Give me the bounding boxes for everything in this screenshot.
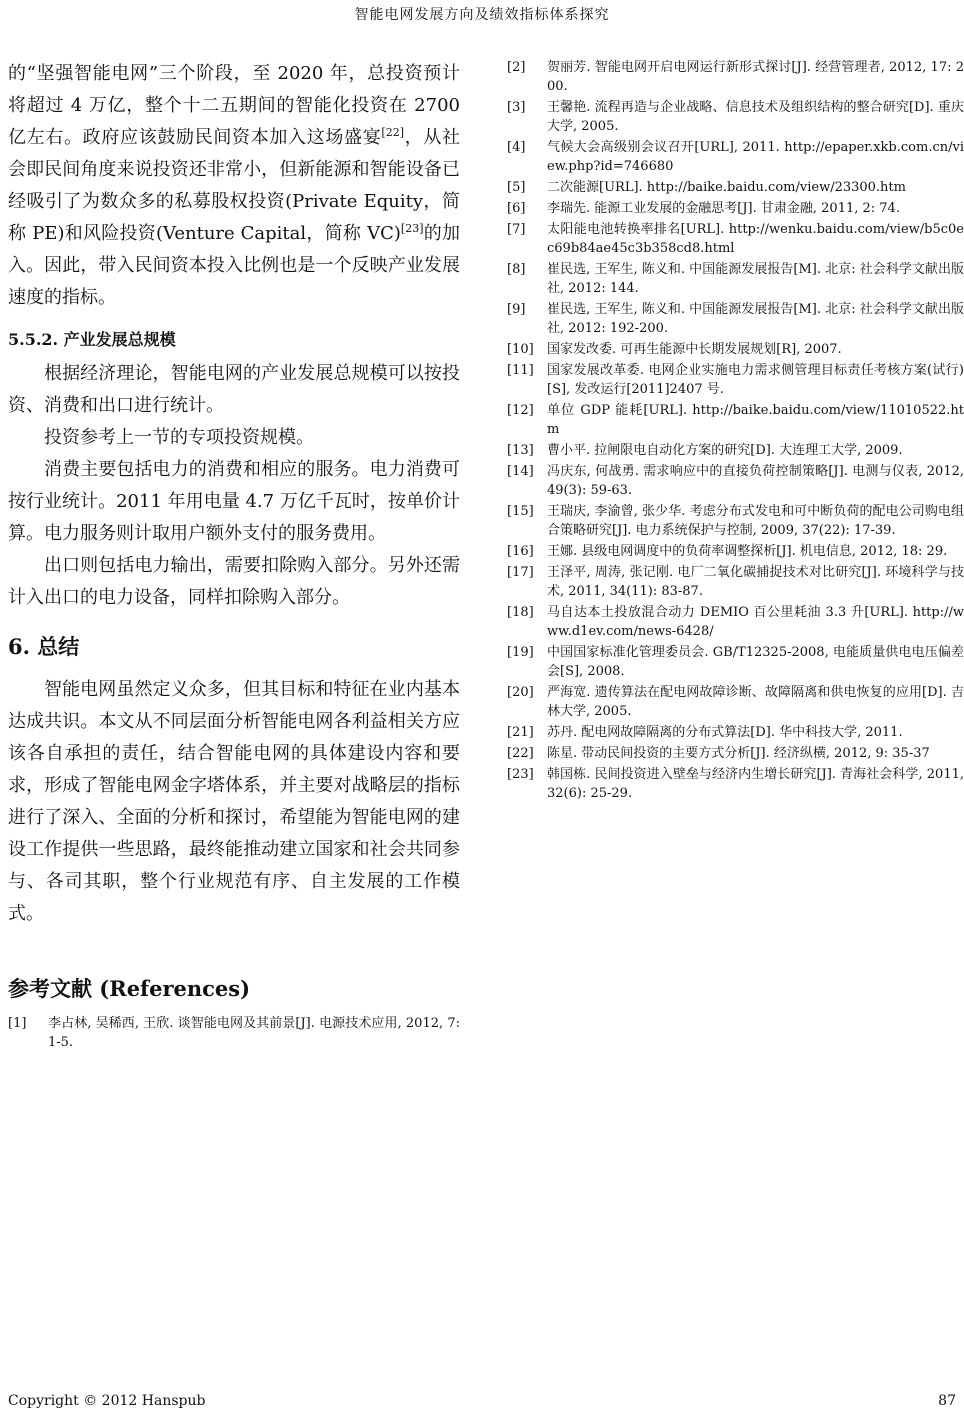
paragraph-text: 的加入。因此，带入民间资本投入比例也是一个反映产业发展速度的指标。 bbox=[8, 223, 461, 308]
reference-number: [4] bbox=[507, 140, 526, 155]
reference-text: 太阳能电池转换率排名[URL]. http://wenku.baidu.com/view/b5c0ec69b84ae45c3b358cd8.html bbox=[547, 222, 964, 256]
reference-number: [16] bbox=[507, 544, 534, 559]
reference-number: [22] bbox=[507, 746, 534, 761]
reference-item bbox=[507, 723, 964, 742]
reference-number: [18] bbox=[507, 605, 534, 620]
reference-text: 崔民选, 王军生, 陈义和. 中国能源发展报告[M]. 北京: 社会科学文献出版社, 2012: 144. bbox=[547, 262, 964, 296]
reference-item bbox=[507, 683, 964, 721]
reference-number: [23] bbox=[507, 767, 534, 782]
reference-number: [19] bbox=[507, 645, 534, 660]
body-paragraph-export: 出口则包括电力输出，需要扣除购入部分。另外还需计入出口的电力设备，同样扣除购入部分。 bbox=[8, 555, 460, 608]
reference-number: [20] bbox=[507, 685, 534, 700]
reference-text: 严海宽. 遗传算法在配电网故障诊断、故障隔离和供电恢复的应用[D]. 吉林大学, 2005. bbox=[547, 685, 964, 719]
reference-item bbox=[507, 361, 964, 399]
reference-text: 王瑞庆, 李渝曾, 张少华. 考虑分布式发电和可中断负荷的配电公司购电组合策略研究[J]. 电力系统保护与控制, 2009, 37(22): 17-39. bbox=[547, 504, 964, 538]
reference-text: 王馨艳. 流程再造与企业战略、信息技术及组织结构的整合研究[D]. 重庆大学, 2005. bbox=[547, 100, 964, 134]
reference-item bbox=[507, 260, 964, 298]
reference-number: [17] bbox=[507, 565, 534, 580]
reference-item bbox=[507, 542, 964, 561]
reference-list-left bbox=[8, 1014, 460, 1052]
reference-text: 国家发改委. 可再生能源中长期发展规划[R], 2007. bbox=[547, 342, 842, 357]
page-number: 87 bbox=[938, 1393, 956, 1409]
body-paragraph-summary: 智能电网虽然定义众多，但其目标和特征在业内基本达成共识。本文从不同层面分析智能电网各利益相关方应该各自承担的责任，结合智能电网的具体建设内容和要求，形成了智能电网金字塔体系，并主要对战略层的指标进行了深入、全面的分析和探讨，希望能为智能电网的建设工作提供一些思路，最终能推动建立国家和社会共同参与、各司其职，整个行业规范有序、自主发展的工作模式。 bbox=[8, 679, 460, 924]
reference-item bbox=[507, 744, 964, 763]
reference-item bbox=[507, 462, 964, 500]
reference-item bbox=[507, 765, 964, 803]
reference-text: 崔民选, 王军生, 陈义和. 中国能源发展报告[M]. 北京: 社会科学文献出版社, 2012: 192-200. bbox=[547, 302, 964, 336]
reference-text: 冯庆东, 何战勇. 需求响应中的直接负荷控制策略[J]. 电测与仪表, 2012, 49(3): 59-63. bbox=[547, 464, 964, 498]
copyright-notice: Copyright © 2012 Hanspub bbox=[8, 1393, 206, 1409]
reference-item bbox=[507, 178, 964, 197]
section-heading-summary: 6. 总结 bbox=[8, 634, 80, 659]
reference-number: [14] bbox=[507, 464, 534, 479]
running-header: 智能电网发展方向及绩效指标体系探究 bbox=[354, 7, 610, 23]
reference-text: 苏丹. 配电网故障隔离的分布式算法[D]. 华中科技大学, 2011. bbox=[547, 725, 903, 740]
reference-item bbox=[507, 199, 964, 218]
body-paragraph-consumption: 消费主要包括电力的消费和相应的服务。电力消费可按行业统计。2011 年用电量 4.7 万亿千瓦时，按单价计算。电力服务则计取用户额外支付的服务费用。 bbox=[8, 459, 460, 544]
reference-item bbox=[507, 300, 964, 338]
reference-number: [10] bbox=[507, 342, 534, 357]
reference-item bbox=[507, 58, 964, 96]
citation-22: [22] bbox=[381, 126, 404, 139]
reference-text: 贺丽芳. 智能电网开启电网运行新形式探讨[J]. 经营管理者, 2012, 17: 200. bbox=[547, 60, 964, 94]
reference-number: [15] bbox=[507, 504, 534, 519]
reference-item bbox=[507, 340, 964, 359]
reference-text: 气候大会高级别会议召开[URL], 2011. http://epaper.xkb.com.cn/view.php?id=746680 bbox=[547, 140, 964, 174]
reference-number: [11] bbox=[507, 363, 534, 378]
body-paragraph-scale: 根据经济理论，智能电网的产业发展总规模可以按投资、消费和出口进行统计。 bbox=[8, 363, 460, 416]
reference-item bbox=[8, 1014, 460, 1052]
citation-23: [23] bbox=[400, 222, 424, 235]
reference-text: 李瑞先. 能源工业发展的金融思考[J]. 甘肃金融, 2011, 2: 74. bbox=[547, 201, 900, 216]
reference-number: [7] bbox=[507, 222, 526, 237]
paragraph-text: ，从社会即民间角度来说投资还非常小，但新能源和智能设备已经吸引了为数众多的私募股权投资(Private Equity，简称 PE)和风险投资(Venture Capital，简称 VC) bbox=[8, 127, 461, 244]
reference-item bbox=[507, 138, 964, 176]
reference-number: [3] bbox=[507, 100, 526, 115]
reference-item bbox=[507, 643, 964, 681]
reference-item bbox=[507, 603, 964, 641]
reference-item bbox=[507, 502, 964, 540]
reference-number: [8] bbox=[507, 262, 526, 277]
reference-number: [2] bbox=[507, 60, 526, 75]
reference-text: 中国国家标准化管理委员会. GB/T12325-2008, 电能质量供电电压偏差会[S], 2008. bbox=[547, 645, 964, 679]
reference-number: [12] bbox=[507, 403, 534, 418]
left-column bbox=[8, 58, 460, 1054]
subsection-heading-552: 5.5.2. 产业发展总规模 bbox=[8, 330, 176, 349]
reference-item bbox=[507, 401, 964, 439]
reference-text: 曹小平. 拉闸限电自动化方案的研究[D]. 大连理工大学, 2009. bbox=[547, 443, 903, 458]
reference-number: [21] bbox=[507, 725, 534, 740]
reference-text: 马自达本土投放混合动力 DEMIO 百公里耗油 3.3 升[URL]. http://www.d1ev.com/news-6428/ bbox=[547, 605, 964, 639]
reference-number: [13] bbox=[507, 443, 534, 458]
reference-item bbox=[507, 441, 964, 460]
reference-text: 李占林, 吴稀西, 王欣. 谈智能电网及其前景[J]. 电源技术应用, 2012, 7: 1-5. bbox=[48, 1016, 460, 1050]
reference-text: 陈星. 带动民间投资的主要方式分析[J]. 经济纵横, 2012, 9: 35-37 bbox=[547, 746, 930, 761]
paragraph-text: 的“坚强智能电网”三个阶段，至 2020 年，总投资预计将超过 4 万亿，整个十二五期间的智能化投资在 2700 亿左右。政府应该鼓励民间资本加入这场盛宴 bbox=[8, 63, 460, 148]
body-paragraph-investment bbox=[8, 58, 460, 314]
reference-number: [9] bbox=[507, 302, 526, 317]
body-paragraph-invest: 投资参考上一节的专项投资规模。 bbox=[44, 427, 314, 448]
reference-text: 单位 GDP 能耗[URL]. http://baike.baidu.com/view/11010522.htm bbox=[547, 403, 964, 437]
reference-number: [5] bbox=[507, 180, 526, 195]
reference-text: 国家发展改革委. 电网企业实施电力需求侧管理目标责任考核方案(试行)[S], 发改运行[2011]2407 号. bbox=[547, 363, 964, 397]
reference-list-right bbox=[507, 58, 964, 803]
reference-item bbox=[507, 563, 964, 601]
reference-number: [6] bbox=[507, 201, 526, 216]
reference-text: 韩国栋. 民间投资进入壁垒与经济内生增长研究[J]. 青海社会科学, 2011, 32(6): 25-29. bbox=[547, 767, 964, 801]
reference-item bbox=[507, 220, 964, 258]
references-heading: 参考文献 (References) bbox=[8, 976, 251, 1001]
right-column bbox=[507, 58, 964, 805]
reference-text: 王娜. 县级电网调度中的负荷率调整探析[J]. 机电信息, 2012, 18: 29. bbox=[547, 544, 948, 559]
reference-text: 王泽平, 周涛, 张记刚. 电厂二氧化碳捕捉技术对比研究[J]. 环境科学与技术, 2011, 34(11): 83-87. bbox=[547, 565, 964, 599]
reference-item bbox=[507, 98, 964, 136]
reference-number: [1] bbox=[8, 1016, 27, 1031]
reference-text: 二次能源[URL]. http://baike.baidu.com/view/23300.htm bbox=[547, 180, 906, 195]
